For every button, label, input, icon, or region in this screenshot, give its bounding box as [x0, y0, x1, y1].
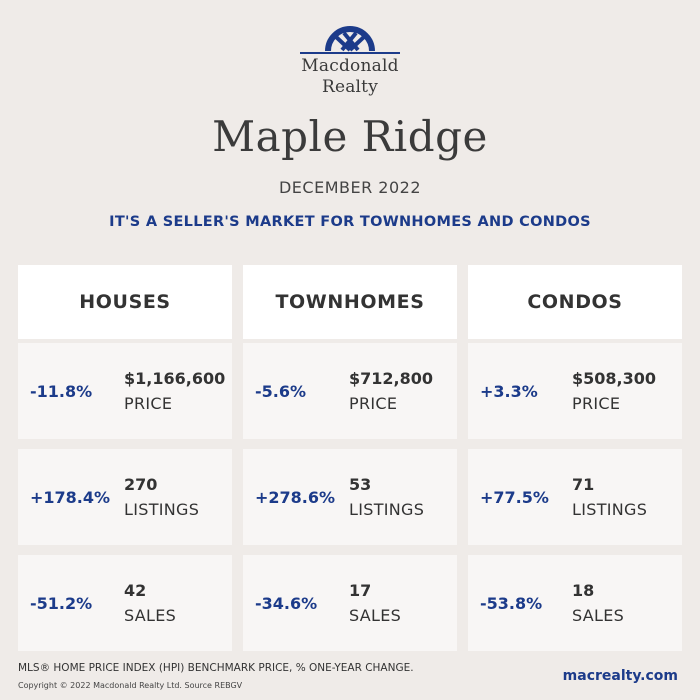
condos-sales-change: -53.8% [480, 593, 543, 613]
condos-price-card [468, 343, 682, 439]
condos-listings-card [468, 449, 682, 545]
townhomes-listings-label: LISTINGS [349, 500, 425, 519]
condos-price-value: $508,300 [572, 369, 657, 388]
condos-price-change: +3.3% [480, 381, 538, 401]
report-date: DECEMBER 2022 [278, 178, 422, 197]
townhomes-price-change: -5.6% [255, 381, 307, 401]
condos-sales-card [468, 555, 682, 651]
townhomes-price-label: PRICE [349, 394, 398, 413]
houses-sales-card [18, 555, 232, 651]
houses-price-value: $1,166,600 [124, 369, 226, 388]
houses-header: HOUSES [18, 265, 232, 339]
townhomes-sales-change: -34.6% [255, 593, 318, 613]
townhomes-listings-change: +278.6% [255, 487, 336, 507]
houses-sales-label: SALES [124, 606, 177, 625]
houses-listings-label: LISTINGS [124, 500, 200, 519]
houses-sales-change: -51.2% [30, 593, 93, 613]
houses-price-change: -11.8% [30, 381, 93, 401]
condos-price-label: PRICE [572, 394, 621, 413]
market-tagline: IT'S A SELLER'S MARKET FOR TOWNHOMES AND CONDOS [109, 214, 591, 230]
townhomes-listings-value: 53 [349, 475, 372, 494]
houses-listings-card [18, 449, 232, 545]
footer-copyright: Copyright © 2022 Macdonald Realty Ltd. Source REBGV [18, 681, 243, 690]
brand-name-line-1: Macdonald [301, 56, 399, 76]
condos-sales-value: 18 [572, 581, 595, 600]
page-title: Maple Ridge [212, 112, 488, 161]
condos-sales-label: SALES [572, 606, 625, 625]
townhomes-price-card [243, 343, 457, 439]
footer-note: MLS® HOME PRICE INDEX (HPI) BENCHMARK PRICE, % ONE-YEAR CHANGE. [18, 662, 414, 674]
macdonald-realty-logo-icon [298, 22, 402, 56]
houses-sales-value: 42 [124, 581, 147, 600]
townhomes-price-value: $712,800 [349, 369, 434, 388]
condos-listings-label: LISTINGS [572, 500, 648, 519]
condos-header: CONDOS [468, 265, 682, 339]
townhomes-listings-card [243, 449, 457, 545]
houses-listings-value: 270 [124, 475, 158, 494]
website-link[interactable]: macrealty.com [562, 668, 678, 684]
houses-listings-change: +178.4% [30, 487, 111, 507]
condos-listings-change: +77.5% [480, 487, 549, 507]
townhomes-sales-value: 17 [349, 581, 372, 600]
houses-price-card [18, 343, 232, 439]
condos-listings-value: 71 [572, 475, 595, 494]
houses-price-label: PRICE [124, 394, 173, 413]
townhomes-sales-card [243, 555, 457, 651]
company-logo [0, 22, 700, 98]
townhomes-header: TOWNHOMES [243, 265, 457, 339]
brand-name-line-2: Realty [321, 77, 379, 97]
townhomes-sales-label: SALES [349, 606, 402, 625]
